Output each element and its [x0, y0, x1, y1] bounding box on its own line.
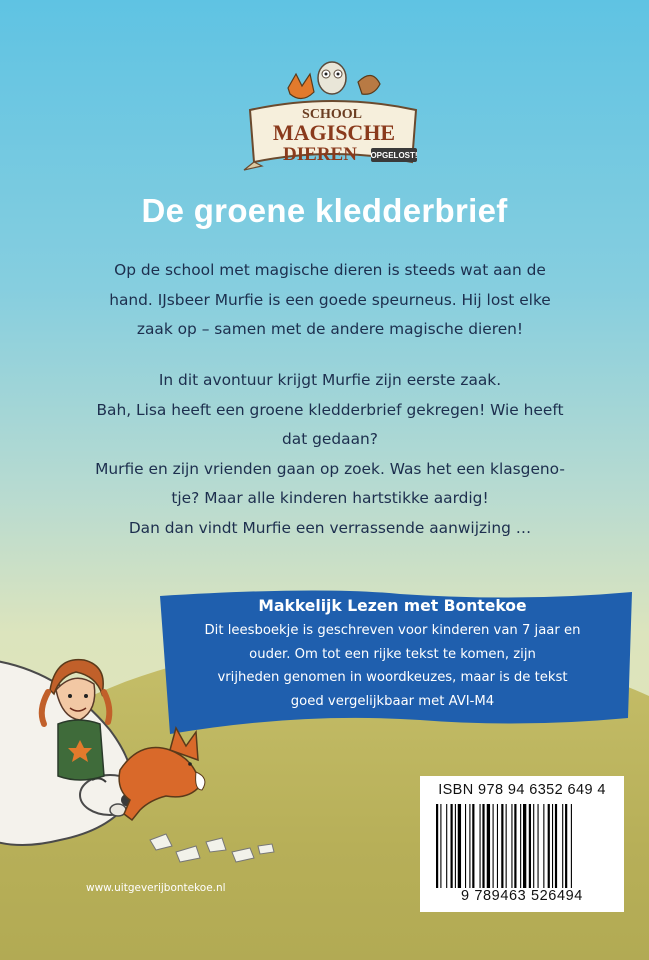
banner-title: Makkelijk Lezen met Bontekoe	[258, 597, 527, 615]
blurb-line: Op de school met magische dieren is steeds wat aan de	[114, 261, 546, 279]
logo-dieren-text: DIEREN	[283, 144, 357, 165]
banner-line: vrijheden genomen in woordkeuzes, maar is de tekst	[217, 670, 568, 685]
blurb-line: tje? Maar alle kinderen hartstikke aardig!	[171, 489, 489, 507]
fox-head-icon	[288, 74, 314, 99]
isbn-label: ISBN 978 94 6352 649 4	[438, 782, 606, 798]
banner-line: ouder. Om tot een rijke tekst te komen, zijn	[249, 646, 536, 662]
logo-badge-text: OPGELOST!	[370, 151, 418, 160]
banner-line: Dit leesboekje is geschreven voor kinderen van 7 jaar en	[204, 623, 581, 638]
blurb-paragraph-1	[70, 256, 590, 345]
isbn-barcode-box	[420, 776, 624, 912]
blurb-line: hand. IJsbeer Murfie is een goede speurneus. Hij lost elke	[109, 290, 551, 309]
book-title: De groene kledderbrief	[141, 192, 508, 229]
blurb-paragraph-2	[70, 366, 590, 543]
barcode	[434, 804, 614, 888]
banner-line: goed vergelijkbaar met AVI-M4	[290, 693, 495, 709]
blurb-line: Dan dan vindt Murfie een verrassende aanwijzing …	[128, 518, 532, 537]
cover-illustration	[0, 600, 320, 890]
squirrel-icon	[358, 75, 380, 94]
logo-magische-text: MAGISCHE	[272, 120, 396, 145]
paper-scraps	[150, 834, 274, 862]
isbn-digits: 9 789463 526494	[461, 888, 583, 904]
blurb-line: Murfie en zijn vrienden gaan op zoek. Was het een klasgeno-	[95, 459, 565, 478]
blurb-line: dat gedaan?	[282, 430, 378, 448]
publisher-website: www.uitgeverijbontekoe.nl	[86, 882, 226, 894]
logo-school-text: SCHOOL	[302, 107, 362, 122]
blurb-line: In dit avontuur krijgt Murfie zijn eerste zaak.	[158, 371, 502, 389]
fox-icon	[119, 728, 205, 820]
owl-icon	[318, 62, 346, 94]
series-logo	[240, 52, 425, 187]
blurb-line: Bah, Lisa heeft een groene kledderbrief gekregen! Wie heeft	[96, 400, 564, 419]
blurb-line: zaak op – samen met de andere magische dieren!	[136, 320, 524, 338]
